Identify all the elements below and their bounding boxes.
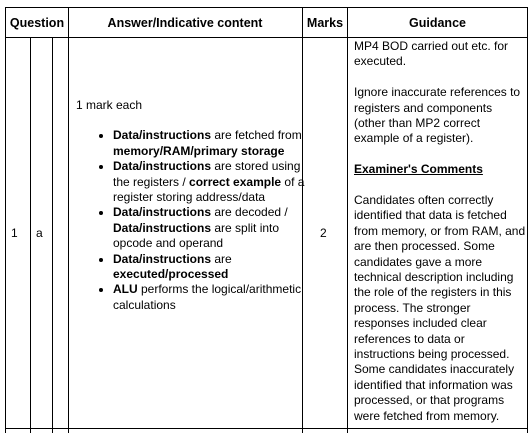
header-marks: Marks	[306, 16, 344, 30]
answer-text: of a register storing address/data	[113, 174, 305, 205]
answer-text: performs the logical/arithmetic calculations	[113, 282, 302, 312]
answer-bullet-list	[76, 128, 308, 313]
answer-intro: 1 mark each	[76, 98, 143, 112]
answer-bold-text: Data/instructions	[113, 159, 212, 174]
answer-text: are decoded /	[211, 205, 288, 220]
marks-value: 2	[320, 226, 327, 240]
table-right-border	[527, 7, 528, 433]
question-number: 1	[11, 226, 18, 240]
answer-bullet-item	[113, 128, 308, 159]
answer-bullet-item	[113, 282, 308, 313]
table-left-border	[5, 7, 6, 433]
answer-bold-text: Data/instructions	[113, 220, 212, 235]
guidance-content	[354, 39, 526, 440]
answer-bold-text: correct example	[189, 174, 282, 189]
question-subpart-divider	[52, 37, 53, 433]
answer-text: are	[211, 251, 232, 266]
answer-bullet-item	[113, 252, 308, 283]
marks-column-divider	[347, 7, 348, 433]
examiner-comments-text: Candidates often correctly identified that data is fetched from memory, or from RAM, and are then processed. Some candidates gave a more technical description including the role of the registers in this process. The stronger responses included clear references to data or instructions being processed. Some candidates inaccurately identified that information was processed, or that programs were fetched from memory.	[354, 193, 526, 423]
header-guidance: Guidance	[409, 16, 466, 30]
guidance-paragraph-2: Ignore inaccurate references to registers and components (other than MP2 correct example of a register).	[354, 85, 521, 146]
question-part: a	[36, 226, 43, 240]
answer-text: are stored using the registers /	[113, 159, 301, 189]
question-part-divider	[30, 37, 31, 433]
answer-bold-text: ALU	[113, 282, 138, 297]
answer-bullet-item	[113, 159, 308, 205]
header-question: Question	[9, 16, 65, 30]
answer-bold-text: executed/processed	[113, 267, 229, 282]
answer-bold-text: memory/RAM/primary storage	[113, 143, 285, 158]
answer-bold-text: Data/instructions	[113, 205, 212, 220]
guidance-paragraph-1: MP4 BOD carried out etc. for executed.	[354, 39, 509, 69]
answer-bold-text: Data/instructions	[113, 128, 212, 143]
header-answer: Answer/Indicative content	[107, 16, 263, 30]
answer-content	[76, 98, 308, 313]
answer-bullet-item	[113, 205, 308, 251]
answer-text: are fetched from	[211, 128, 302, 143]
answer-bold-text: Data/instructions	[113, 251, 212, 266]
examiner-comments-title: Examiner's Comments	[354, 162, 483, 177]
answer-text: are split into opcode and operand	[113, 220, 280, 251]
question-column-divider	[68, 7, 69, 433]
